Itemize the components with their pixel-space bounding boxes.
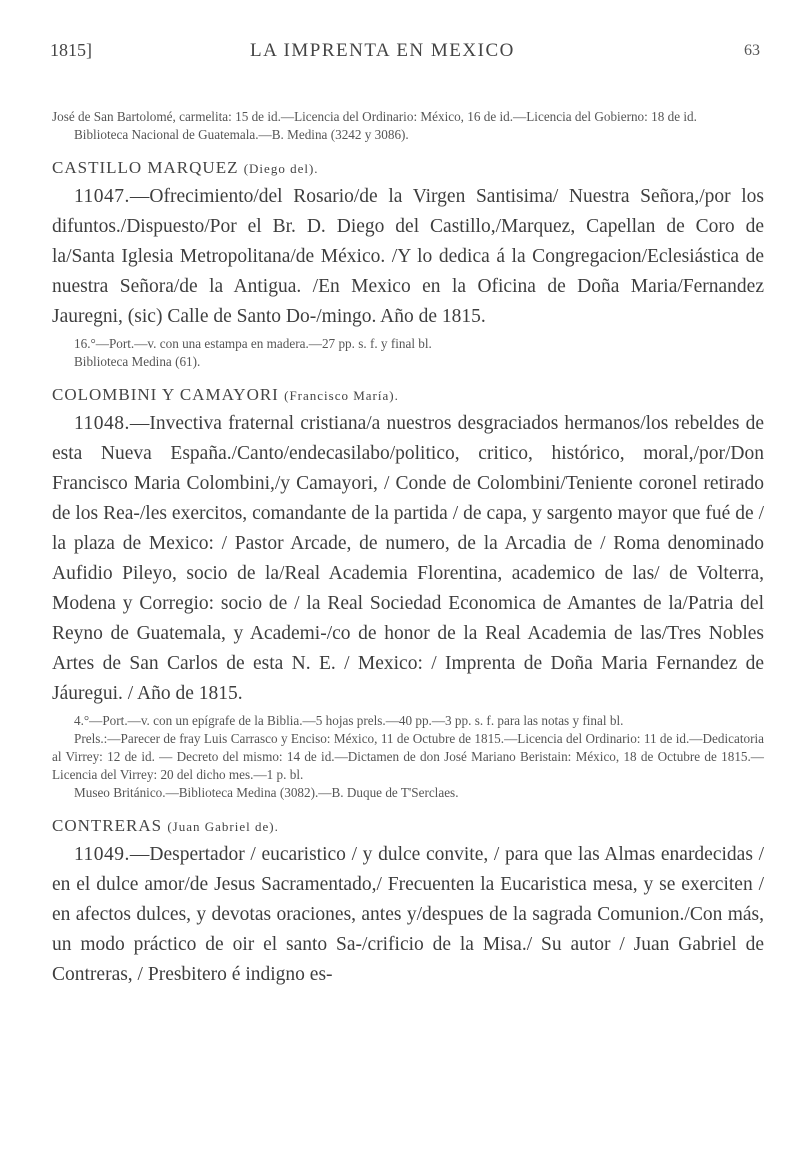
entry-number: 11048. <box>74 413 130 434</box>
author-name: COLOMBINI Y CAMAYORI <box>52 385 279 404</box>
page-header <box>50 40 760 70</box>
entry-text: —Despertador / eucaristico / y dulce convite, / para que las Almas enardecidas / en el dulce amor/de Jesus Sacramentado,/ Frecuenten la Eucaristica mesa, y se exerciten / en afectos dulces, y devotas oraciones, antes y/despues de la sagrada Comunion./Con más, un modo práctico de oir el santo Sa-/crificio de la Misa./ Su autor / Juan Gabriel de Contreras, / Presbitero é indigno es- <box>52 844 764 985</box>
entry-notes <box>52 712 764 802</box>
entry-text: —Invectiva fraternal cristiana/a nuestros desgraciados hermanos/los rebeldes de esta Nueva España./Canto/endecasilabo/politico, critico, histórico, moral,/por/Don Francisco Maria Colombini,/y Camayori, / Conde de Colombini/Teniente coronel retirado de los Rea-/les exercitos, comandante de la partida / de capa, y sargento mayor que fué de / la plaza de Mexico: / Pastor Arcade, de numero, de la Arcadia de / Roma denominado Aufidio Pileyo, socio de la/Real Academia Florentina, academico de las/ de Volterra, Modena y Corregio: socio de / la Real Sociedad Economica de Amantes de la/Patria del Reyno de Guatemala, y Academi-/co de honor de la Real Academia de las/Tres Nobles Artes de San Carlos de esta N. E. / Mexico: / Imprenta de Doña Maria Fernandez de Jáuregui. / Año de 1815. <box>52 413 764 704</box>
author-name: CONTRERAS <box>52 816 163 835</box>
entry-description <box>52 409 764 709</box>
entry-note: Museo Británico.—Biblioteca Medina (3082).—B. Duque de T'Serclaes. <box>74 785 459 800</box>
entry-note: Biblioteca Medina (61). <box>74 354 201 369</box>
entry-notes <box>52 335 764 371</box>
entry-number: 11049. <box>74 844 130 865</box>
entry-author <box>52 158 764 178</box>
header-year: 1815] <box>50 40 92 60</box>
entry-author <box>52 385 764 405</box>
page-number: 63 <box>744 42 760 59</box>
entry-note: 4.°—Port.—v. con un epígrafe de la Biblia.—5 hojas prels.—40 pp.—3 pp. s. f. para las notas y final bl. <box>74 713 624 728</box>
bibliography-entry <box>52 158 764 371</box>
author-detail: (Francisco María). <box>284 388 399 403</box>
running-title: LA IMPRENTA EN MEXICO <box>250 40 515 61</box>
entry-text: —Ofrecimiento/del Rosario/de la Virgen Santisima/ Nuestra Señora,/por los difuntos./Dispuesto/Por el Br. D. Diego del Castillo,/Marquez, Capellan de Coro de la/Santa Iglesia Metropolitana/de México. /Y lo dedica á la Congregacion/Eclesiástica de nuestra Señora/de la Antigua. /En Mexico en la Oficina de Doña Maria/Fernandez Jauregni, (sic) Calle de Santo Do-/mingo. Año de 1815. <box>52 186 764 327</box>
bibliography-entry <box>52 816 764 990</box>
entry-number: 11047. <box>74 186 130 207</box>
continuation-notes <box>52 108 764 144</box>
entry-author <box>52 816 764 836</box>
author-detail: (Juan Gabriel de). <box>167 819 279 834</box>
author-name: CASTILLO MARQUEZ <box>52 158 239 177</box>
page-body <box>52 108 764 990</box>
entry-description <box>52 840 764 990</box>
author-detail: (Diego del). <box>243 161 319 176</box>
continuation-line: José de San Bartolomé, carmelita: 15 de id.—Licencia del Ordinario: México, 16 de id.—Licencia del Gobierno: 18 de id. <box>52 109 697 124</box>
continuation-line: Biblioteca Nacional de Guatemala.—B. Medina (3242 y 3086). <box>74 127 409 142</box>
entry-description <box>52 182 764 332</box>
entry-note: 16.°—Port.—v. con una estampa en madera.—27 pp. s. f. y final bl. <box>74 336 432 351</box>
bibliography-entry <box>52 385 764 802</box>
entry-note: Prels.:—Parecer de fray Luis Carrasco y Enciso: México, 11 de Octubre de 1815.—Licencia del Ordinario: 11 de id.—Dedicatoria al Virrey: 12 de id. — Decreto del mismo: 14 de id.—Dictamen de don José Mariano Beristain: México, 18 de Octubre de 1815.—Licencia del Virrey: 20 del dicho mes.—1 p. bl. <box>52 731 764 782</box>
